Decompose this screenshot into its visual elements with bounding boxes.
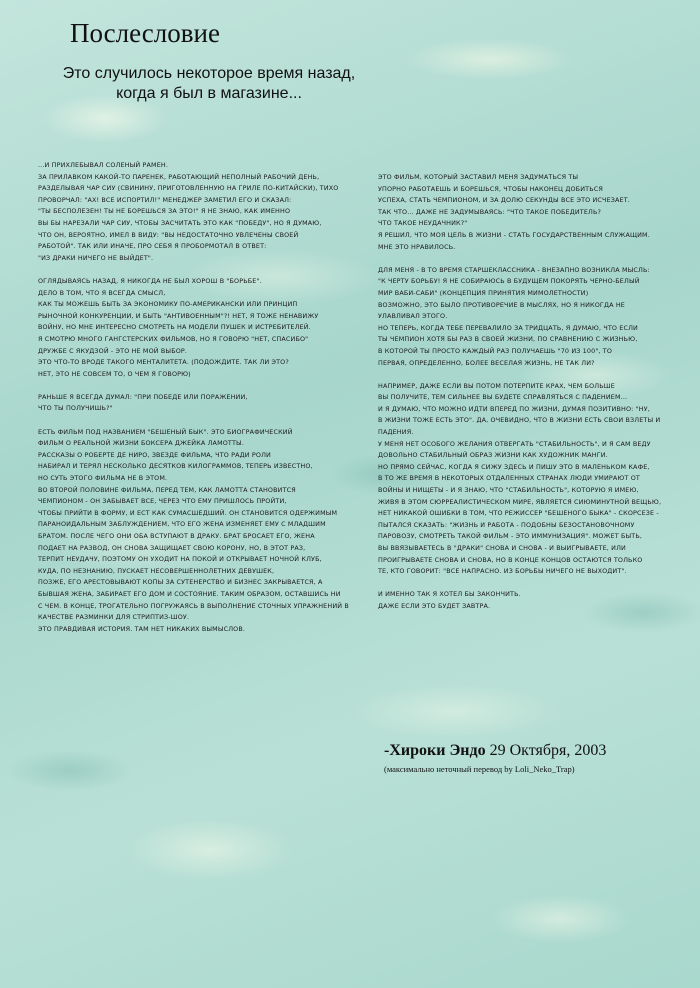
text-line: В ЖИЗНИ ТОЖЕ ЕСТЬ ЭТО". ДА, ОЧЕВИДНО, ЧТО В ЖИЗНИ ЕСТЬ СВОИ ВЗЛЕТЫ И — [378, 416, 661, 425]
paragraph — [378, 381, 668, 578]
text-line: ...И ПРИХЛЕБЫВАЛ СОЛЕНЫЙ РАМЕН. — [38, 161, 169, 169]
text-line: Я СМОТРЮ МНОГО ГАНГСТЕРСКИХ ФИЛЬМОВ, НО Я ГОВОРЮ "НЕТ, СПАСИБО" — [38, 334, 309, 343]
signature — [384, 742, 606, 760]
text-line: ТАК ЧТО... ДАЖЕ НЕ ЗАДУМЫВАЯСЬ: "ЧТО ТАКОЕ ПОБЕДИТЕЛЬ? — [378, 207, 602, 216]
text-line: И ИМЕННО ТАК Я ХОТЕЛ БЫ ЗАКОНЧИТЬ. — [378, 590, 521, 599]
text-line: ВОЗМОЖНО, ЭТО БЫЛО ПРОТИВОРЕЧИЕ В МЫСЛЯХ, НО Я НИКОГДА НЕ — [378, 300, 625, 309]
text-line: НЕТ НИКАКОЙ ОШИБКИ В ТОМ, ЧТО РЕЖИССЕР "БЕШЕНОГО БЫКА" - СКОРСЕЗЕ - — [378, 509, 659, 518]
signature-date: 29 Октября, 2003 — [489, 742, 607, 759]
text-line: НЕТ, ЭТО НЕ СОВСЕМ ТО, О ЧЕМ Я ГОВОРЮ) — [38, 369, 191, 378]
text-line: РАНЬШЕ Я ВСЕГДА ДУМАЛ: "ПРИ ПОБЕДЕ ИЛИ ПОРАЖЕНИИ, — [38, 392, 248, 401]
text-line: ДОВОЛЬНО СТАБИЛЬНЫЙ ОБРАЗ ЖИЗНИ КАК ХУДОЖНИК МАНГИ. — [378, 451, 608, 460]
text-line: ЧТОБЫ ПРИЙТИ В ФОРМУ, И ЕСТ КАК СУМАСШЕДШИЙ. ОН СТАНОВИТСЯ ОДЕРЖИМЫМ — [38, 508, 338, 517]
text-line: ЭТО ЧТО-ТО ВРОДЕ ТАКОГО МЕНТАЛИТЕТА. (ПОДОЖДИТЕ. ТАК ЛИ ЭТО? — [38, 358, 289, 367]
text-line: РАБОТОЙ". ТАК ИЛИ ИНАЧЕ, ПРО СЕБЯ Я ПРОБОРМОТАЛ В ОТВЕТ: — [38, 242, 267, 251]
right-text-column — [378, 172, 668, 624]
text-line: УСПЕХА, СТАТЬ ЧЕМПИОНОМ, И ЗА ДОЛЮ СЕКУНДЫ ВСЕ ЭТО ИСЧЕЗАЕТ. — [378, 196, 630, 205]
text-line: ПАРАНОИДАЛЬНЫМ ЗАБЛУЖДЕНИЕМ, ЧТО ЕГО ЖЕНА ИЗМЕНЯЕТ ЕМУ С МЛАДШИМ — [38, 520, 326, 529]
text-line: В КОТОРОЙ ТЫ ПРОСТО КАЖДЫЙ РАЗ ПОЛУЧАЕШЬ "70 ИЗ 100", ТО — [378, 346, 613, 355]
text-line: ЧТО ТАКОЕ НЕУДАЧНИК?" — [378, 219, 468, 228]
text-line: НАБИРАЛ И ТЕРЯЛ НЕСКОЛЬКО ДЕСЯТКОВ КИЛОГРАММОВ, ТЕПЕРЬ ИЗВЕСТНО, — [38, 462, 313, 471]
text-line: ТЕ, КТО ГОВОРИТ: "ВСЕ НАПРАСНО. ИЗ БОРЬБЫ НИЧЕГО НЕ ВЫХОДИТ". — [378, 567, 627, 576]
paragraph — [378, 172, 668, 253]
text-line: ВЫ БЫ НАРЕЗАЛИ ЧАР СИУ, ЧТОБЫ ЗАСЧИТАТЬ ЭТО КАК "ПОБЕДУ", НО Я ДУМАЮ, — [38, 218, 322, 227]
paragraph — [38, 427, 366, 636]
page-title: Послесловие — [70, 18, 220, 48]
text-line: НО ПРЯМО СЕЙЧАС, КОГДА Я СИЖУ ЗДЕСЬ И ПИШУ ЭТО В МАЛЕНЬКОМ КАФЕ, — [378, 462, 650, 471]
text-line: ВОЙНУ, НО МНЕ ИНТЕРЕСНО СМОТРЕТЬ НА МОДЕЛИ ПУШЕК И ИСТРЕБИТЕЛЕЙ. — [38, 323, 311, 332]
text-line: ЖИВЯ В ЭТОМ СЮРРЕАЛИСТИЧЕСКОМ МИРЕ, ЯВЛЯЕТСЯ СИЮМИНУТНОЙ ВЕЩЬЮ, — [378, 497, 662, 506]
text-line: ПЫТАЛСЯ СКАЗАТЬ: "ЖИЗНЬ И РАБОТА - ПОДОБНЫ БЕЗОСТАНОВОЧНОМУ — [378, 520, 635, 529]
text-line: ФИЛЬМ О РЕАЛЬНОЙ ЖИЗНИ БОКСЕРА ДЖЕЙКА ЛАМОТТЫ. — [38, 439, 244, 448]
text-line: ДЕЛО В ТОМ, ЧТО Я ВСЕГДА СМЫСЛ, — [38, 288, 166, 297]
paragraph — [38, 392, 366, 415]
text-line: ВО ВТОРОЙ ПОЛОВИНЕ ФИЛЬМА, ПЕРЕД ТЕМ, КАК ЛАМОТТА СТАНОВИТСЯ — [38, 485, 296, 494]
text-line: ПРОИГРЫВАЕТЕ СНОВА И СНОВА, НО В КОНЦЕ КОНЦОВ ОСТАЮТСЯ ТОЛЬКО — [378, 555, 643, 564]
text-line: ВОЙНЫ И НИЩЕТЫ - И Я ЗНАЮ, ЧТО "СТАБИЛЬНОСТЬ", КОТОРУЮ Я ИМЕЮ, — [378, 486, 639, 495]
paragraph — [38, 276, 366, 380]
text-line: Я РЕШИЛ, ЧТО МОЯ ЦЕЛЬ В ЖИЗНИ - СТАТЬ ГОСУДАРСТВЕННЫМ СЛУЖАЩИМ. — [378, 230, 650, 239]
text-line: ТЕРПИТ НЕУДАЧУ, ПОЭТОМУ ОН УХОДИТ НА ПОКОЙ И ОТКРЫВАЕТ НОЧНОЙ КЛУБ, — [38, 555, 322, 564]
text-line: ОГЛЯДЫВАЯСЬ НАЗАД, Я НИКОГДА НЕ БЫЛ ХОРОШ В "БОРЬБЕ". — [38, 276, 262, 285]
text-line: НО СУТЬ ЭТОГО ФИЛЬМА НЕ В ЭТОМ. — [38, 474, 168, 483]
text-line: ДАЖЕ ЕСЛИ ЭТО БУДЕТ ЗАВТРА. — [378, 601, 491, 610]
text-line: КАЧЕСТВЕ РАЗМИНКИ ДЛЯ СТРИПТИЗ-ШОУ. — [38, 613, 190, 622]
translator-note: (максимально неточный перевод by Loli_Neko_Trap) — [384, 764, 575, 774]
text-line: КАК ТЫ МОЖЕШЬ БЫТЬ ЗА ЭКОНОМИКУ ПО-АМЕРИКАНСКИ ИЛИ ПРИНЦИП — [38, 300, 298, 309]
text-line: НО ТЕПЕРЬ, КОГДА ТЕБЕ ПЕРЕВАЛИЛО ЗА ТРИДЦАТЬ, Я ДУМАЮ, ЧТО ЕСЛИ — [378, 323, 638, 332]
text-line: ЕСТЬ ФИЛЬМ ПОД НАЗВАНИЕМ "БЕШЕНЫЙ БЫК". ЭТО БИОГРАФИЧЕСКИЙ — [38, 427, 293, 436]
text-line: БЫВШАЯ ЖЕНА, ЗАБИРАЕТ ЕГО ДОМ И СОСТОЯНИЕ. ТАКИМ ОБРАЗОМ, ОСТАВШИСЬ НИ — [38, 589, 341, 598]
text-line: РЫНОЧНОЙ КОНКУРЕНЦИИ, И БЫТЬ "АНТИВОЕННЫМ"?! НЕТ, Я ТОЖЕ НЕНАВИЖУ — [38, 311, 319, 320]
text-line: ЧЕМПИОНОМ - ОН ЗАБЫВАЕТ ВСЕ, ЧЕРЕЗ ЧТО ЕМУ ПРИШЛОСЬ ПРОЙТИ, — [38, 497, 287, 506]
paragraph — [38, 160, 366, 264]
text-line: КУДА, ПО НЕЗНАНИЮ, ПУСКАЕТ НЕСОВЕРШЕННОЛЕТНИХ ДЕВУШЕК, — [38, 566, 275, 575]
paragraph — [378, 589, 668, 612]
text-line: ПАДЕНИЯ. — [378, 428, 414, 437]
text-line: ЭТО ПРАВДИВАЯ ИСТОРИЯ. ТАМ НЕТ НИКАКИХ ВЫМЫСЛОВ. — [38, 624, 246, 633]
text-line: РАССКАЗЫ О РОБЕРТЕ ДЕ НИРО, ЗВЕЗДЕ ФИЛЬМА, ЧТО РАДИ РОЛИ — [38, 450, 271, 459]
text-line: И Я ДУМАЮ, ЧТО МОЖНО ИДТИ ВПЕРЕД ПО ЖИЗНИ, ДУМАЯ ПОЗИТИВНО: "НУ, — [378, 404, 650, 413]
text-line: ДЛЯ МЕНЯ - В ТО ВРЕМЯ СТАРШЕКЛАССНИКА - ВНЕЗАПНО ВОЗНИКЛА МЫСЛЬ: — [378, 265, 650, 274]
text-line: РАЗДЕЛЫВАЯ ЧАР СИУ (СВИНИНУ, ПРИГОТОВЛЕННУЮ НА ГРИЛЕ ПО-КИТАЙСКИ), ТИХО — [38, 184, 339, 193]
text-line: ПАРОВОЗУ, СМОТРЕТЬ ТАКОЙ ФИЛЬМ - ЭТО ИММУНИЗАЦИЯ". МОЖЕТ БЫТЬ, — [378, 532, 643, 541]
text-line: С ЧЕМ. В КОНЦЕ, ТРОГАТЕЛЬНО ПОГРУЖАЯСЬ В ВЫПОЛНЕНИЕ СТОЧНЫХ УПРАЖНЕНИЙ В — [38, 601, 349, 610]
text-line: ПОЗЖЕ, ЕГО АРЕСТОВЫВАЮТ КОПЫ ЗА СУТЕНЕРСТВО И БИЗНЕС ЗАКРЫВАЕТСЯ, А — [38, 578, 323, 587]
text-line: ДРУЖБЕ С ЯКУДЗОЙ - ЭТО НЕ МОЙ ВЫБОР. — [38, 346, 188, 355]
text-line: ЗА ПРИЛАВКОМ КАКОЙ-ТО ПАРЕНЕК, РАБОТАЮЩИЙ НЕПОЛНЫЙ РАБОЧИЙ ДЕНЬ, — [38, 172, 320, 181]
paragraph — [378, 265, 668, 369]
text-line: УЛАВЛИВАЛ ЭТОГО. — [378, 312, 448, 321]
text-line: ПОДАЕТ НА РАЗВОД, ОН СНОВА ЗАЩИЩАЕТ СВОЮ КОРОНУ, НО, В ЭТОТ РАЗ, — [38, 543, 306, 552]
text-line: ЧТО ТЫ ПОЛУЧИШЬ?" — [38, 404, 113, 413]
text-line: В ТО ЖЕ ВРЕМЯ В НЕКОТОРЫХ ОТДАЛЕННЫХ СТРАНАХ ЛЮДИ УМИРАЮТ ОТ — [378, 474, 640, 483]
subtitle — [14, 64, 404, 104]
text-line: МНЕ ЭТО НРАВИЛОСЬ. — [378, 242, 456, 251]
text-line: "ТЫ БЕСПОЛЕЗЕН! ТЫ НЕ БОРЕШЬСЯ ЗА ЭТО!" Я НЕ ЗНАЮ, КАК ИМЕННО — [38, 207, 291, 216]
text-line: БРАТОМ. ПОСЛЕ ЧЕГО ОНИ ОБА ВСТУПАЮТ В ДРАКУ. БРАТ БРОСАЕТ ЕГО, ЖЕНА — [38, 532, 315, 540]
text-line: УПОРНО РАБОТАЕШЬ И БОРЕШЬСЯ, ЧТОБЫ НАКОНЕЦ ДОБИТЬСЯ — [378, 184, 603, 193]
text-line: ТЫ ЧЕМПИОН ХОТЯ БЫ РАЗ В СВОЕЙ ЖИЗНИ, ПО СРАВНЕНИЮ С ЖИЗНЬЮ, — [378, 335, 638, 344]
author-name: -Хироки Эндо — [384, 742, 486, 759]
left-text-column — [38, 160, 366, 647]
text-line: ВЫ ПОЛУЧИТЕ, ТЕМ СИЛЬНЕЕ ВЫ БУДЕТЕ СПРАВЛЯТЬСЯ С ПАДЕНИЕМ... — [378, 393, 628, 402]
subtitle-line: Это случилось некоторое время назад, — [62, 65, 356, 82]
text-line: ЭТО ФИЛЬМ, КОТОРЫЙ ЗАСТАВИЛ МЕНЯ ЗАДУМАТЬСЯ ТЫ — [378, 173, 579, 181]
text-line: "ИЗ ДРАКИ НИЧЕГО НЕ ВЫЙДЕТ". — [38, 253, 154, 262]
text-line: "К ЧЕРТУ БОРЬБУ! Я НЕ СОБИРАЮСЬ В БУДУЩЕМ ПОКОРЯТЬ ЧЕРНО-БЕЛЫЙ — [378, 277, 640, 286]
text-line: У МЕНЯ НЕТ ОСОБОГО ЖЕЛАНИЯ ОТВЕРГАТЬ "СТАБИЛЬНОСТЬ", И Я САМ ВЕДУ — [378, 439, 651, 448]
text-line: НАПРИМЕР, ДАЖЕ ЕСЛИ ВЫ ПОТОМ ПОТЕРПИТЕ КРАХ, ЧЕМ БОЛЬШЕ — [378, 381, 615, 390]
text-line: ЧТО ОН, ВЕРОЯТНО, ИМЕЛ В ВИДУ: "ВЫ НЕДОСТАТОЧНО УВЛЕЧЕНЫ СВОЕЙ — [38, 230, 299, 239]
text-line: МИР ВАБИ-САБИ" (КОНЦЕПЦИЯ ПРИНЯТИЯ МИМОЛЕТНОСТИ) — [378, 288, 589, 297]
text-line: ПРОВОРЧАЛ: "АХ! ВСЕ ИСПОРТИЛ!" МЕНЕДЖЕР ЗАМЕТИЛ ЕГО И СКАЗАЛ: — [38, 195, 292, 204]
text-line: ВЫ ВВЯЗЫВАЕТЕСЬ В "ДРАКИ" СНОВА И СНОВА - И ВЫИГРЫВАЕТЕ, ИЛИ — [378, 544, 626, 552]
text-line: ПЕРВАЯ, ОПРЕДЕЛЕННО, БОЛЕЕ ВЕСЕЛАЯ ЖИЗНЬ, НЕ ТАК ЛИ? — [378, 358, 595, 367]
subtitle-line: когда я был в магазине... — [116, 85, 302, 102]
